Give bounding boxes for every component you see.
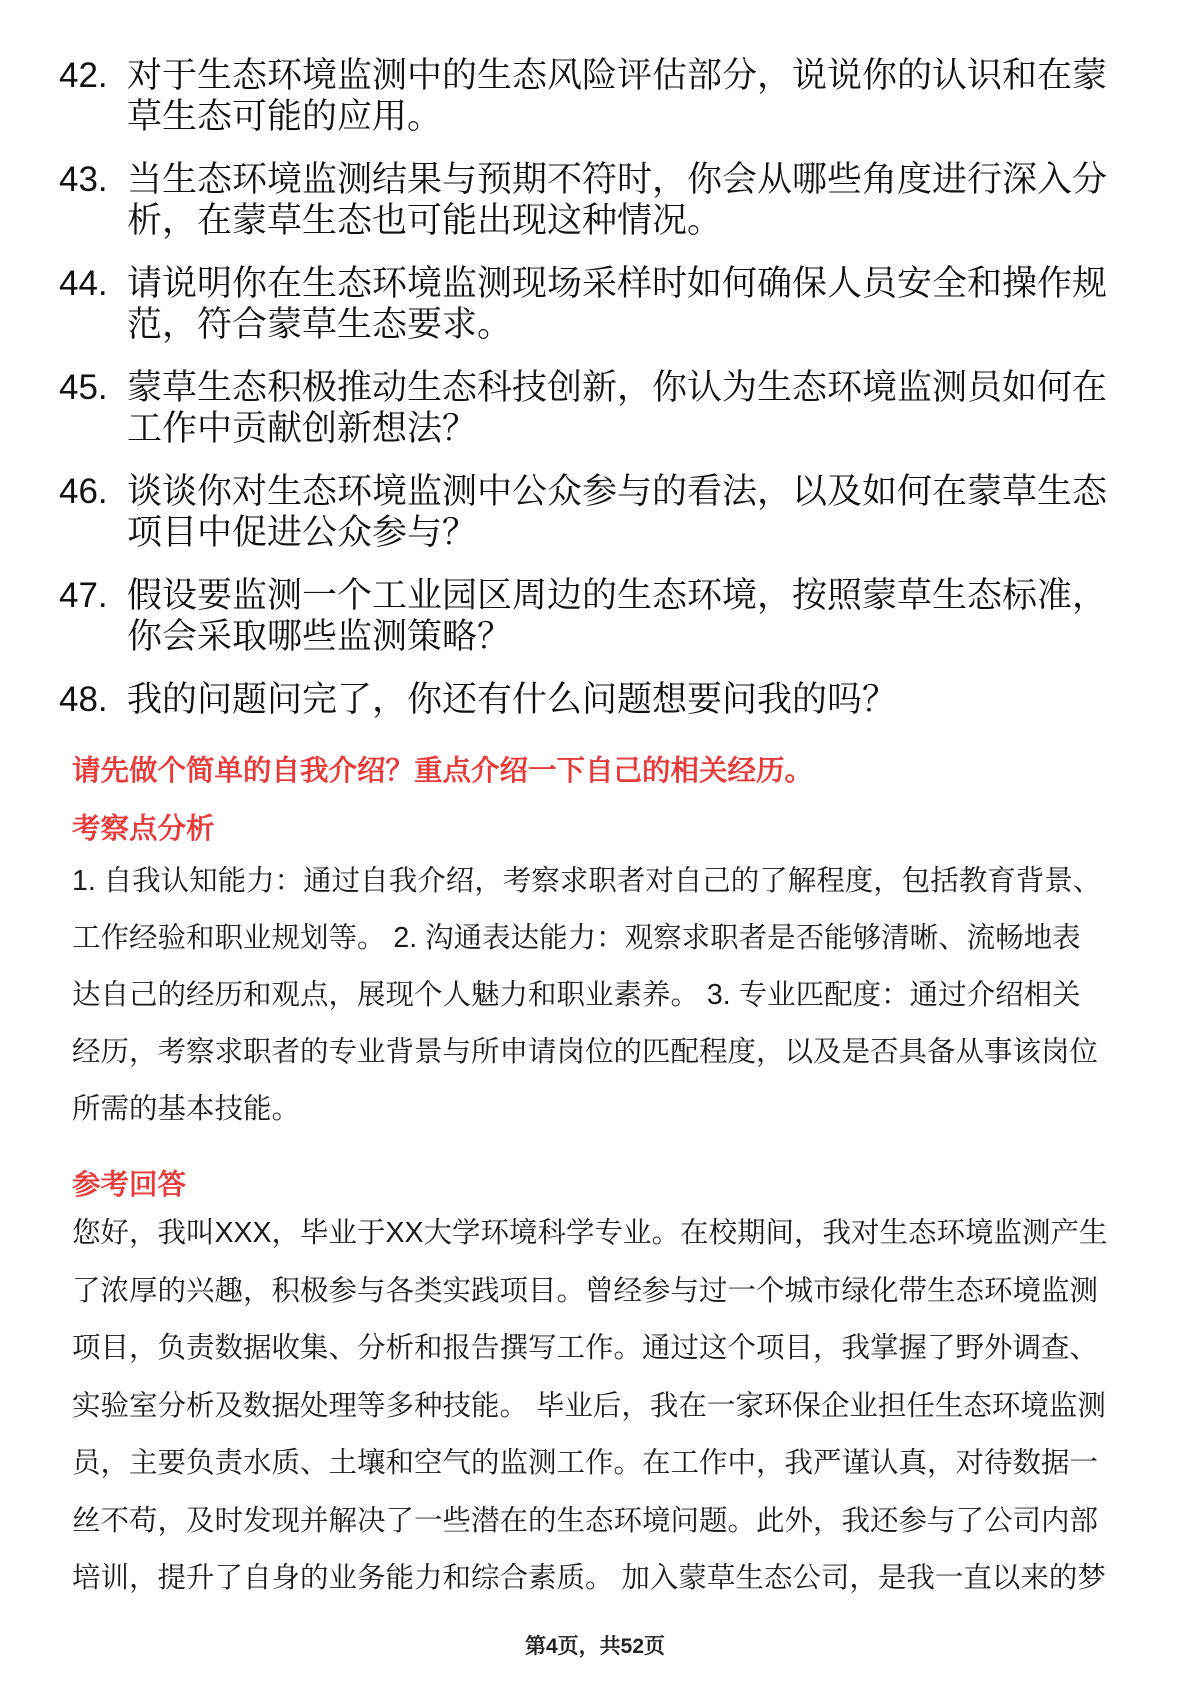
analysis-paragraph [72, 853, 1101, 1138]
answer-line: 您好，我叫XXX，毕业于XX大学环境科学专业。在校期间，我对生态环境监测产生 [72, 1217, 1108, 1249]
question-number: 44. [59, 264, 108, 303]
question-number: 46. [59, 472, 108, 511]
answer-line: 了浓厚的兴趣，积极参与各类实践项目。曾经参与过一个城市绿化带生态环境监测 [72, 1274, 1099, 1307]
question-number: 43. [59, 160, 108, 199]
question-number: 47. [59, 576, 108, 615]
answer-paragraph [72, 1205, 1108, 1608]
question-text [127, 471, 1107, 553]
question-item [59, 679, 1169, 720]
question-line: 我的问题问完了，你还有什么问题想要问我的吗？ [127, 680, 898, 719]
question-line: 谈谈你对生态环境监测中公众参与的看法，以及如何在蒙草生态 [127, 472, 1108, 511]
question-line: 你会采取哪些监测策略？ [127, 617, 513, 656]
analysis-line: 1. 自我认知能力：通过自我介绍，考察求职者对自己的了解程度，包括教育背景、 [72, 865, 1102, 897]
question-text [127, 55, 1107, 137]
question-number: 48. [59, 680, 108, 719]
question-item [59, 575, 1169, 657]
question-line: 范，符合蒙草生态要求。 [127, 305, 513, 344]
answer-line: 项目，负责数据收集、分析和报告撰写工作。通过这个项目，我掌握了野外调查、 [72, 1332, 1099, 1364]
question-line: 对于生态环境监测中的生态风险评估部分，说说你的认识和在蒙 [127, 56, 1108, 95]
analysis-line: 所需的基本技能。 [72, 1093, 301, 1125]
question-item [59, 471, 1169, 553]
question-number: 45. [59, 368, 108, 407]
question-item [59, 263, 1169, 345]
question-line: 请说明你在生态环境监测现场采样时如何确保人员安全和操作规 [127, 264, 1108, 303]
answer-line: 员，主要负责水质、土壤和空气的监测工作。在工作中，我严谨认真，对待数据一 [72, 1447, 1099, 1479]
question-text [127, 263, 1107, 345]
analysis-line: 经历，考察求职者的专业背景与所申请岗位的匹配程度，以及是否具备从事该岗位 [72, 1036, 1099, 1068]
page-footer: 第4页，共52页 [524, 1635, 666, 1658]
answer-line: 丝不苟，及时发现并解决了一些潜在的生态环境问题。此外，我还参与了公司内部 [72, 1504, 1099, 1537]
question-line: 假设要监测一个工业园区周边的生态环境，按照蒙草生态标准， [127, 576, 1108, 615]
question-line: 当生态环境监测结果与预期不符时，你会从哪些角度进行深入分 [127, 160, 1108, 199]
question-line: 析，在蒙草生态也可能出现这种情况。 [127, 201, 723, 240]
question-line: 项目中促进公众参与？ [127, 513, 478, 552]
question-number: 42. [59, 56, 108, 95]
question-list [59, 55, 1169, 742]
question-text [127, 575, 1107, 657]
question-text [127, 159, 1107, 241]
question-line: 草生态可能的应用。 [127, 97, 443, 136]
answer-line: 实验室分析及数据处理等多种技能。 毕业后，我在一家环保企业担任生态环境监测 [72, 1389, 1106, 1422]
question-line: 工作中贡献创新想法？ [127, 409, 478, 448]
question-text [127, 367, 1107, 449]
question-item [59, 367, 1169, 449]
analysis-heading: 考察点分析 [72, 813, 215, 845]
answer-heading: 参考回答 [72, 1169, 187, 1201]
question-line: 蒙草生态积极推动生态科技创新，你认为生态环境监测员如何在 [127, 368, 1108, 407]
question-item [59, 55, 1169, 137]
question-item [59, 159, 1169, 241]
analysis-line: 工作经验和职业规划等。 2. 沟通表达能力：观察求职者是否能够清晰、流畅地表 [72, 922, 1081, 954]
interview-question-title: 请先做个简单的自我介绍？重点介绍一下自己的相关经历。 [72, 755, 814, 787]
answer-line: 培训，提升了自身的业务能力和综合素质。 加入蒙草生态公司，是我一直以来的梦 [72, 1562, 1106, 1594]
question-text [127, 679, 897, 720]
analysis-line: 达自己的经历和观点，展现个人魅力和职业素养。 3. 专业匹配度：通过介绍相关 [72, 979, 1081, 1011]
